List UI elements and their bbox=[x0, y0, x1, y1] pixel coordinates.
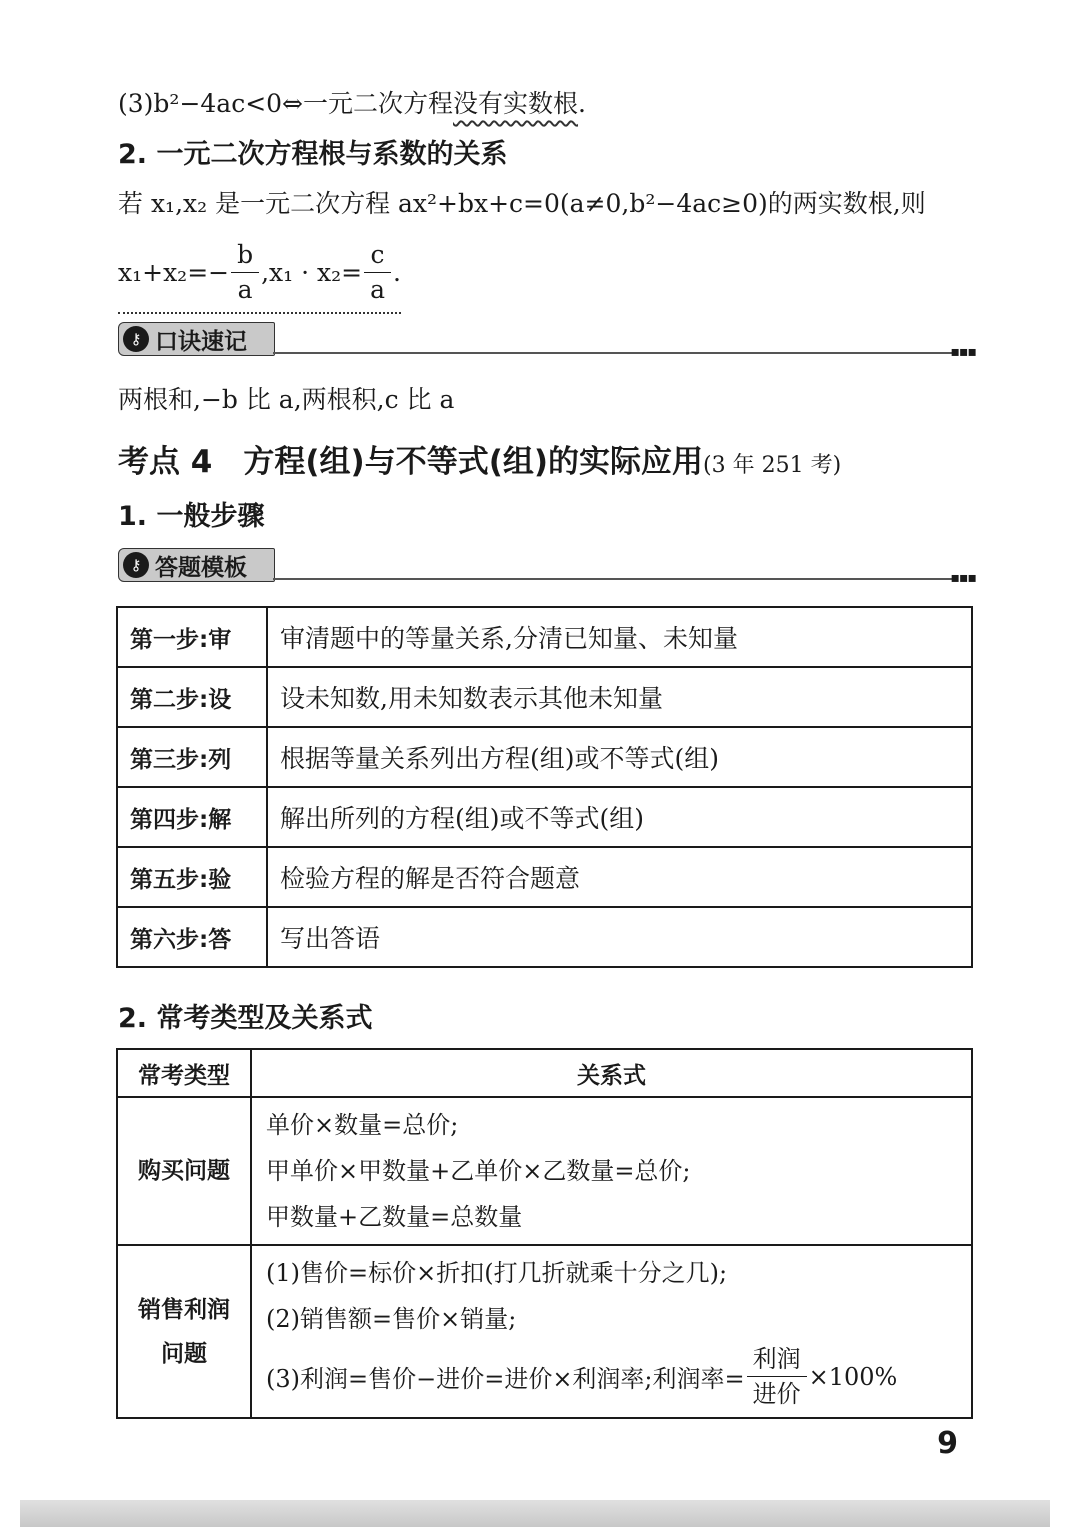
answer-template-banner bbox=[118, 548, 976, 586]
table-row bbox=[117, 727, 972, 787]
step-key: 第三步:列 bbox=[117, 727, 267, 787]
banner-tag bbox=[118, 548, 275, 582]
bottom-scan-strip bbox=[20, 1500, 1050, 1527]
step-value: 设未知数,用未知数表示其他未知量 bbox=[267, 667, 972, 727]
section-heading-vieta: 2. 一元二次方程根与系数的关系 bbox=[118, 139, 508, 170]
mnemonic-banner bbox=[118, 322, 976, 360]
step-key: 第一步:审 bbox=[117, 607, 267, 667]
fraction-profit-over-cost bbox=[747, 1344, 807, 1409]
step-key: 第六步:答 bbox=[117, 907, 267, 967]
relation-prefix: (3)利润=售价−进价=进价×利润率;利润率= bbox=[266, 1365, 745, 1393]
discriminant-negative-line bbox=[118, 84, 586, 120]
type-purchase: 购买问题 bbox=[117, 1097, 251, 1245]
step-value: 根据等量关系列出方程(组)或不等式(组) bbox=[267, 727, 972, 787]
relation-suffix: ×100% bbox=[808, 1362, 898, 1391]
table-row bbox=[117, 907, 972, 967]
fraction-denominator: a bbox=[370, 274, 385, 304]
fraction-denominator: 进价 bbox=[752, 1380, 801, 1408]
table-row bbox=[117, 847, 972, 907]
step-key: 第五步:验 bbox=[117, 847, 267, 907]
header-relation: 关系式 bbox=[251, 1049, 972, 1097]
table-row bbox=[117, 1245, 972, 1418]
banner-rule bbox=[273, 352, 956, 354]
subheading-common-types: 2. 常考类型及关系式 bbox=[118, 1003, 373, 1034]
step-value: 解出所列的方程(组)或不等式(组) bbox=[267, 787, 972, 847]
step-value: 写出答语 bbox=[267, 907, 972, 967]
step-value: 检验方程的解是否符合题意 bbox=[267, 847, 972, 907]
formula-sum: x₁+x₂=− bbox=[118, 257, 230, 287]
table-row bbox=[117, 787, 972, 847]
banner-rule bbox=[273, 578, 956, 580]
type-line: 问题 bbox=[161, 1340, 207, 1367]
table-row bbox=[117, 667, 972, 727]
relation-line: (2)销售额=售价×销量; bbox=[266, 1305, 517, 1333]
emphasis-no-real-roots: 没有实数根 bbox=[453, 89, 579, 118]
relations-sales bbox=[251, 1245, 972, 1418]
formula-end: . bbox=[393, 257, 401, 287]
type-line: 销售利润 bbox=[138, 1296, 230, 1323]
vieta-statement: 若 x₁,x₂ 是一元二次方程 ax²+bx+c=0(a≠0,b²−4ac≥0)的两实数根,则 bbox=[118, 189, 926, 218]
fraction-b-over-a bbox=[231, 240, 259, 305]
banner-tag bbox=[118, 322, 275, 356]
table-row bbox=[117, 607, 972, 667]
key-icon: ⚷ bbox=[123, 326, 149, 352]
banner-label: 口诀速记 bbox=[155, 328, 247, 355]
relation-line: 单价×数量=总价; bbox=[266, 1111, 459, 1139]
kaodian-title: 考点 4 方程(组)与不等式(组)的实际应用 bbox=[118, 444, 704, 480]
fraction-numerator: b bbox=[231, 240, 259, 273]
key-icon: ⚷ bbox=[123, 552, 149, 578]
relation-line: 甲单价×甲数量+乙单价×乙数量=总价; bbox=[266, 1157, 691, 1185]
formula-product: ,x₁ · x₂= bbox=[261, 257, 363, 287]
relation-line: (1)售价=标价×折扣(打几折就乘十分之几); bbox=[266, 1259, 728, 1287]
table-header-row bbox=[117, 1049, 972, 1097]
banner-label: 答题模板 bbox=[155, 554, 247, 581]
fraction-c-over-a bbox=[364, 240, 391, 305]
line-prefix: (3)b²−4ac<0⇔一元二次方程 bbox=[118, 89, 453, 118]
line-suffix: . bbox=[578, 89, 586, 118]
step-value: 审清题中的等量关系,分清已知量、未知量 bbox=[267, 607, 972, 667]
types-table bbox=[116, 1048, 973, 1419]
steps-table bbox=[116, 606, 973, 968]
mnemonic-text: 两根和,−b 比 a,两根积,c 比 a bbox=[118, 385, 455, 414]
page-number: 9 bbox=[937, 1426, 958, 1461]
relation-line: 甲数量+乙数量=总数量 bbox=[266, 1203, 523, 1231]
kaodian-4-heading bbox=[118, 436, 841, 481]
relations-purchase bbox=[251, 1097, 972, 1245]
type-sales-profit bbox=[117, 1245, 251, 1418]
fraction-denominator: a bbox=[237, 274, 253, 304]
step-key: 第二步:设 bbox=[117, 667, 267, 727]
fraction-numerator: 利润 bbox=[747, 1344, 807, 1377]
relation-line-profit-rate bbox=[266, 1342, 957, 1413]
kaodian-note: (3 年 251 考) bbox=[703, 453, 842, 478]
header-type: 常考类型 bbox=[117, 1049, 251, 1097]
fraction-numerator: c bbox=[364, 240, 391, 273]
subheading-general-steps: 1. 一般步骤 bbox=[118, 501, 265, 532]
banner-dots: ▪▪▪ bbox=[950, 570, 976, 586]
table-row bbox=[117, 1097, 972, 1245]
banner-dots: ▪▪▪ bbox=[950, 344, 976, 360]
vieta-formula bbox=[118, 232, 401, 314]
step-key: 第四步:解 bbox=[117, 787, 267, 847]
